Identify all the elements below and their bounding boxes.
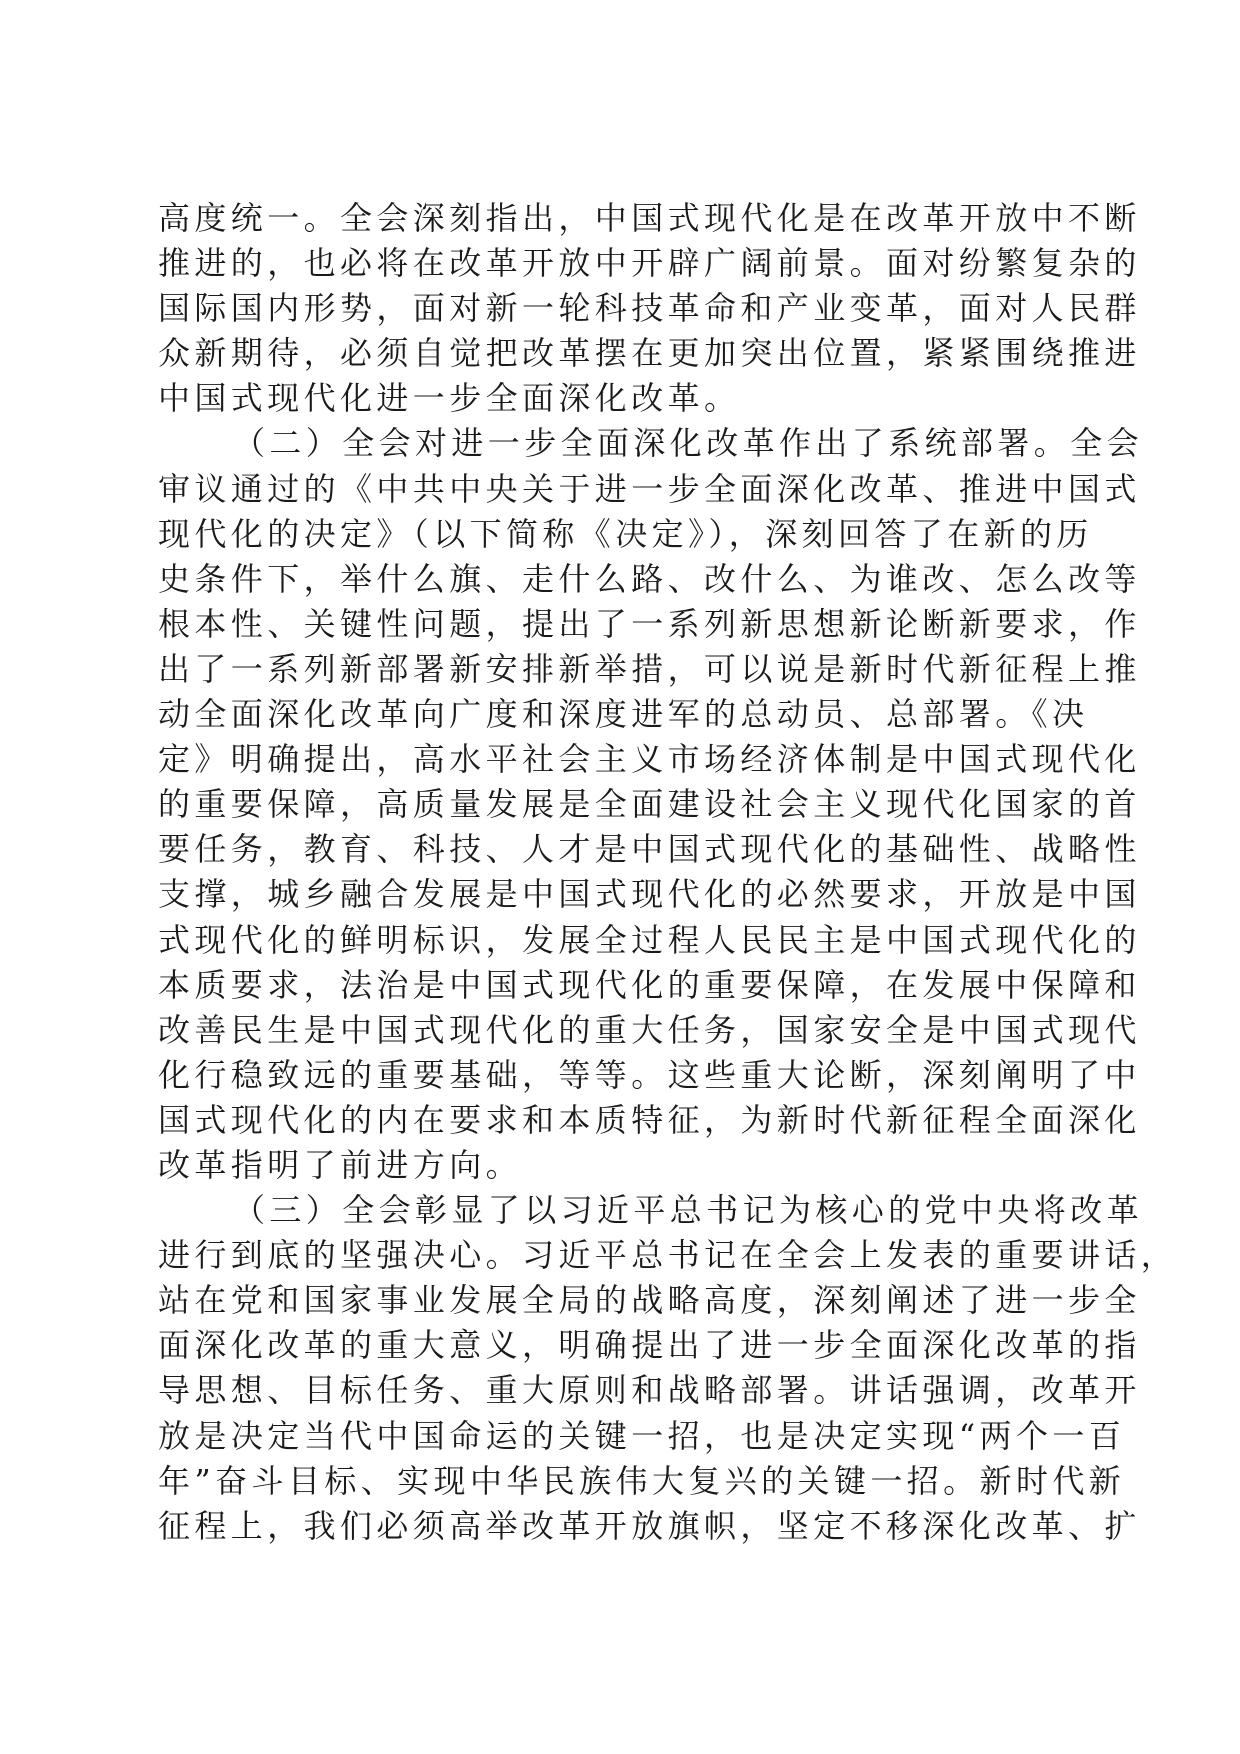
text-line: 众新期待，必须自觉把改革摆在更加突出位置，紧紧围绕推进 [158,334,1141,373]
text-line: 国际国内形势，面对新一轮科技革命和产业变革，面对人民群 [158,289,1141,328]
text-line: 根本性、关键性问题，提出了一系列新思想新论断新要求，作 [158,604,1141,643]
text-line: 现代化的决定》（以下简称《决定》），深刻回答了在新的历 [158,514,1093,553]
text-line: 推进的，也必将在改革开放中开辟广阔前景。面对纷繁复杂的 [158,244,1141,283]
document-body [158,196,1178,1549]
text-line: 放是决定当代中国命运的关键一招，也是决定实现“两个一百 [158,1416,1126,1455]
text-line: 高度统一。全会深刻指出，中国式现代化是在改革开放中不断 [158,199,1141,237]
text-line: 改革指明了前进方向。 [158,1145,523,1184]
text-line: 要任务，教育、科技、人才是中国式现代化的基础性、战略性 [158,830,1141,869]
paragraph-first-line: （二）全会对进一步全面深化改革作出了系统部署。全会 [233,424,1144,463]
text-line: 动全面深化改革向广度和深度进军的总动员、总部署。《决 [158,695,1089,734]
text-line: 定》明确提出，高水平社会主义市场经济体制是中国式现代化 [158,740,1141,779]
text-line: 支撑，城乡融合发展是中国式现代化的必然要求，开放是中国 [158,875,1141,914]
text-line: 式现代化的鲜明标识，发展全过程人民民主是中国式现代化的 [158,920,1141,959]
text-line: 出了一系列新部署新安排新举措，可以说是新时代新征程上推 [158,649,1141,688]
text-line: 本质要求，法治是中国式现代化的重要保障，在发展中保障和 [158,965,1141,1004]
text-line: 中国式现代化进一步全面深化改革。 [158,379,741,418]
text-line: 国式现代化的内在要求和本质特征，为新时代新征程全面深化 [158,1100,1141,1139]
text-line: 的重要保障，高质量发展是全面建设社会主义现代化国家的首 [158,785,1141,824]
text-line: 年”奋斗目标、实现中华民族伟大复兴的关键一招。新时代新 [158,1461,1126,1500]
text-line: 进行到底的坚强决心。习近平总书记在全会上发表的重要讲话， [158,1236,1178,1275]
text-line: 导思想、目标任务、重大原则和战略部署。讲话强调，改革开 [158,1371,1141,1410]
text-line: 化行稳致远的重要基础，等等。这些重大论断，深刻阐明了中 [158,1055,1141,1094]
text-line: 征程上，我们必须高举改革开放旗帜，坚定不移深化改革、扩 [158,1506,1141,1545]
text-line: 面深化改革的重大意义，明确提出了进一步全面深化改革的指 [158,1326,1141,1365]
text-line: 站在党和国家事业发展全局的战略高度，深刻阐述了进一步全 [158,1281,1141,1320]
paragraph-first-line: （三）全会彰显了以习近平总书记为核心的党中央将改革 [233,1191,1144,1230]
text-line: 审议通过的《中共中央关于进一步全面深化改革、推进中国式 [158,469,1141,508]
text-line: 改善民生是中国式现代化的重大任务，国家安全是中国式现代 [158,1010,1141,1049]
text-line: 史条件下，举什么旗、走什么路、改什么、为谁改、怎么改等 [158,559,1141,598]
